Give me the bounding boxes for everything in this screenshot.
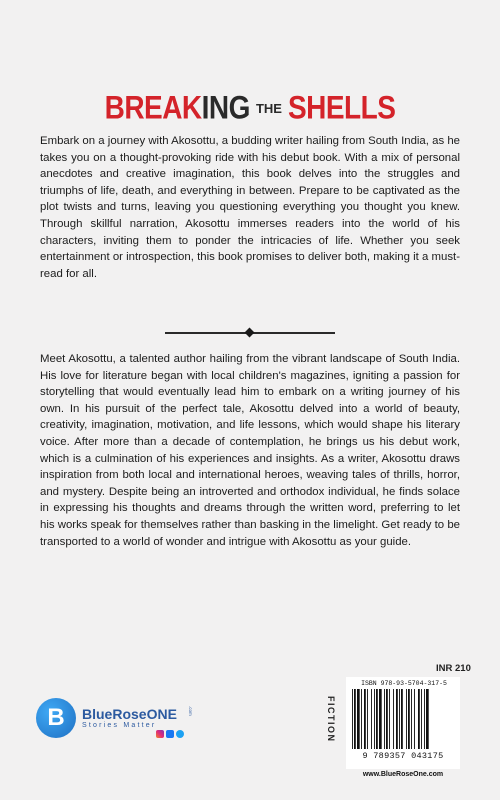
barcode-bar [371, 689, 372, 749]
isbn-label: ISBN 978-93-5704-317-5 [361, 680, 447, 687]
barcode-bar [352, 689, 353, 749]
barcode-bar [354, 689, 356, 749]
barcode-bar [418, 689, 420, 749]
barcode-bar [401, 689, 403, 749]
genre-label: FICTION [326, 696, 336, 743]
barcode-bar [396, 689, 398, 749]
barcode-bar [386, 689, 388, 749]
barcode-bar [367, 689, 368, 749]
barcode-bar [408, 689, 410, 749]
author-bio: Meet Akosottu, a talented author hailing from the vibrant landscape of South India. His love for literature began with local children's magazines, igniting a passion for storytelling that would eventually lead him to embark on a writing journey of his own. In his pursuit of the perfect tale, Akosottu delved into a world of beauty, creativity, imagination, motivation, and life lessons, which would shape his literary voice. After more than a decade of contemplation, he brings us his debut work, which is a culmination of his experiences and insights. As a writer, Akosottu draws inspiration from both local and international heroes, weaving tales of thrills, horror, and mystery. Despite being an introverted and orthodox individual, he finds solace in expressing his thoughts and dreams through the written word, preferring to let his works speak for themselves rather than basking in the limelight. Get ready to be transported to a world of wonder and intrigue with Akosottu as your guide. [40, 353, 460, 548]
section-divider [165, 328, 335, 338]
barcode-bar [384, 689, 385, 749]
title-word-shells: SHELLS [287, 89, 396, 126]
barcode-bar [393, 689, 394, 749]
barcode-bar [399, 689, 400, 749]
bluerose-logo-icon: B [36, 698, 76, 738]
title-word-breaking: BREAKING [104, 89, 250, 126]
barcode-bar [376, 689, 378, 749]
book-blurb: Embark on a journey with Akosottu, a budding writer hailing from South India, as he takes you on a thought-provoking ride with his debut book. With a mix of personal anecdotes and creative imagination, this book delves into the struggles and triumphs of life, death, and everything in between. Prepare to be captivated as the plot twists and turns, leaving you questioning everything you thought you knew. Through skillful narration, Akosottu immerses readers into the world of his characters, inviting them to ponder the intricacies of life. Whether you seek entertainment or introspection, this book promises to deliver both, making it a must-read for all. [40, 135, 460, 280]
barcode-bar [406, 689, 407, 749]
publisher-logo [36, 698, 236, 748]
twitter-icon [176, 730, 184, 738]
publisher-name: BlueRoseONE [82, 706, 177, 722]
barcode-bar [421, 689, 422, 749]
social-icons [156, 730, 184, 738]
barcode [351, 689, 455, 749]
price-label: INR 210 [436, 663, 471, 674]
publisher-website: www.BlueRoseOne.com [362, 771, 444, 778]
book-title [0, 89, 500, 126]
barcode-bar [364, 689, 366, 749]
barcode-bar [426, 689, 429, 749]
barcode-bar [379, 689, 382, 749]
diamond-icon [245, 328, 255, 338]
barcode-bar [424, 689, 425, 749]
instagram-icon [156, 730, 164, 738]
barcode-bar [411, 689, 412, 749]
barcode-bar [374, 689, 375, 749]
barcode-bar [357, 689, 360, 749]
publisher-domain-suffix: .com [188, 706, 193, 716]
facebook-icon [166, 730, 174, 738]
barcode-bar [361, 689, 362, 749]
barcode-bar [414, 689, 415, 749]
publisher-tagline: Stories Matter [82, 722, 157, 729]
title-word-the: THE [255, 101, 282, 116]
barcode-bar [389, 689, 390, 749]
barcode-digits: 9 789357 043175 [362, 751, 444, 761]
